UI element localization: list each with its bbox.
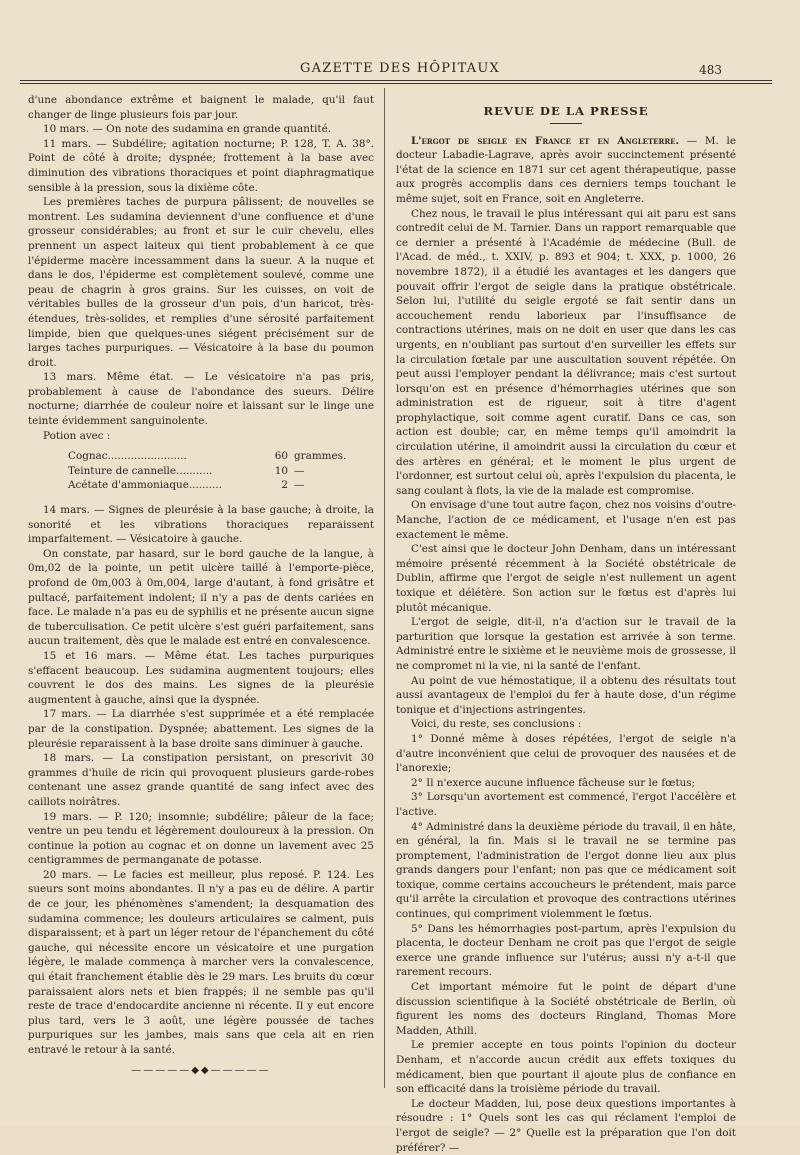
paragraph: 3° Lorsqu'un avortement est commencé, l'ergot l'accélère et l'active. bbox=[396, 791, 736, 818]
paragraph: 13 mars. Même état. — Le vésicatoire n'a pas pris, probablement à cause de l'abondance des sueurs. Délire nocturne; diarrhée de couleur noire et laissant sur le linge une teinte évidemment sanguinolente. bbox=[28, 371, 374, 428]
paragraph: 5° Dans les hémorrhagies post-partum, après l'expulsion du placenta, le docteur Denham ne croit pas que l'ergot de seigle exerce une grande influence sur l'utérus; aussi n'y a-t-il que rarement recours. bbox=[396, 922, 736, 979]
prescription-item bbox=[68, 464, 374, 479]
section-rule bbox=[550, 123, 582, 124]
paragraph: 20 mars. — Le facies est meilleur, plus reposé. P. 124. Les sueurs sont moins abondantes. Il n'y a pas eu de délire. A partir de ce jour, les phénomènes s'amendent; la desquamation des sudamina commence; les douleurs articulaires se calment, puis disparaissent; et à part un léger retour de l'épanchement du côté gauche, qui nécessite encore un vésicatoire et une purgation légère, le malade commença à marcher vers la convalescence, qui était franchement établie dès le 29 mars. Les bruits du cœur paraissaient alors nets et bien frappés; il ne semble pas qu'il reste de trace d'endocardite ancienne ni récente. Il y eut encore plus tard, vers le 3 août, une légère poussée de taches purpuriques sur les jambes, mais sans que cela ait en rien entravé le retour à la santé. bbox=[28, 868, 374, 1056]
column-separator bbox=[384, 88, 385, 1088]
paragraph: Voici, du reste, ses conclusions : bbox=[411, 718, 582, 731]
paragraph: L'ergot de seigle, dit-il, n'a d'action sur le travail de la parturition que lorsque la gestation est arrivée à son terme. Administré entre le sixième et le neuvième mois de grossesse, il ne compromet ni la vie, ni la santé de l'enfant. bbox=[396, 616, 736, 672]
paragraph: 10 mars. — On note des sudamina en grande quantité. bbox=[43, 123, 332, 136]
paragraph: 14 mars. — Signes de pleurésie à la base gauche; à droite, la sonorité et les vibrations thoraciques reparaissent imparfaitement. — Vésicatoire à gauche. bbox=[28, 504, 374, 546]
paragraph: 17 mars. — La diarrhée s'est supprimée et a été remplacée par de la constipation. Dyspnée; abattement. Les signes de la pleurésie reparaissent à la base droite sans diminuer à gauche. bbox=[28, 708, 374, 750]
prescription-name: Teinture de cannelle........... bbox=[68, 464, 213, 477]
prescription-unit: grammes. bbox=[294, 450, 347, 463]
lead-paragraph bbox=[396, 134, 736, 207]
paragraph: 4° Administré dans la deuxième période du travail, il en hâte, en général, la fin. Mais si le travail ne se termine pas promptement, l'administration de l'ergot donne lieu aux plus grands dangers pour l'enfant; non pas que ce médicament soit toxique, comme certains accoucheurs le prétendent, mais parce qu'il arrête la circulation et provoque des contractions utérines continues, qui compriment violemment le fœtus. bbox=[396, 820, 736, 921]
right-column bbox=[396, 90, 736, 1155]
prescription-unit: — bbox=[294, 479, 305, 492]
paragraph: Potion avec : bbox=[43, 429, 111, 442]
paragraph: Les premières taches de purpura pâlissent; de nouvelles se montrent. Les sudamina deviennent d'une confluence et d'une grosseur considérables; au front et sur le cuir chevelu, elles prennent un aspect laiteux qui tient probablement à ce que l'épiderme macère incessamment dans la sueur. A la nuque et dans le dos, l'épiderme est complètement soulevé, comme une peau de chagrin à gros grains. Sur les cuisses, on voit de véritables bulles de la grosseur d'un pois, d'un haricot, très-étendues, très-solides, et remplies d'une sérosité parfaitement limpide, bien que quelques-unes siégent précisément sur de larges taches purpuriques. — Vésicatoire à la base du poumon droit. bbox=[28, 196, 374, 369]
paragraph: C'est ainsi que le docteur John Denham, dans un intéressant mémoire présenté récemment à la Société obstétricale de Dublin, affirme que l'ergot de seigle n'est nullement un agent toxique et délétère. Son action sur le fœtus est d'après lui plutôt mécanique. bbox=[396, 543, 736, 614]
article-lead: L'ergot de seigle en France et en Angleterre. bbox=[411, 134, 680, 147]
prescription-list bbox=[68, 449, 374, 493]
section-title: REVUE DE LA PRESSE bbox=[483, 104, 649, 118]
end-ornament: —————◆◆————— bbox=[131, 1064, 271, 1076]
paragraph: Le premier accepte en tous points l'opinion du docteur Denham, et n'accorde aucun crédit aux effets toxiques du médicament, bien que pourtant il ajoute plus de confiance en son efficacité dans la troisième période du travail. bbox=[396, 1039, 736, 1096]
prescription-qty: 60 bbox=[274, 450, 288, 463]
paragraph: Cet important mémoire fut le point de départ d'une discussion scientifique à la Société obstétricale de Berlin, où figurent les noms des docteurs Ringland, Thomas More Madden, Athill. bbox=[396, 981, 736, 1037]
prescription-name: Acétate d'ammoniaque.......... bbox=[68, 479, 222, 492]
header-rule-bottom bbox=[20, 83, 772, 84]
paragraph: d'une abondance extrême et baignent le malade, qu'il faut changer de linge plusieurs fois par jour. bbox=[28, 94, 374, 121]
paragraph: Chez nous, le travail le plus intéressant qui ait paru est sans contredit celui de M. Tarnier. Dans un rapport remarquable que ce dernier a présenté à l'Académie de médecine (Bull. de l'Acad. de méd., t. XXIV, p. 893 et 904; t. XXX, p. 1000, 26 novembre 1872), il a étudié les avantages et les dangers que pouvait offrir l'ergot de seigle dans la pratique obstétricale. Selon lui, l'utilité du seigle ergoté se fait sentir dans un accouchement rendu laborieux par l'insuffisance de contractions utérines, mais on ne doit en user que dans les cas urgents, en n'oubliant pas surtout d'en surveiller les effets sur la circulation fœtale par une auscultation souvent répétée. On peut aussi l'employer pendant la délivrance; mais c'est surtout lorsqu'on est en présence d'hémorrhagies utérines que son administration est de rigueur, soit à titre d'agent prophylactique, soit comme agent curatif. Dans ce cas, son action est double; car, en même temps qu'il amoindrit la circulation utérine, il amoindrit aussi la circulation du cœur et des artères en général; et le moment le plus urgent de l'ordonner, est surtout celui où, après l'expulsion du placenta, le sang coulant à flots, la vie de la malade est compromise. bbox=[396, 207, 736, 497]
lead-text: — M. le docteur Labadie-Lagrave, après avoir succinctement présenté l'état de la science en 1871 sur cet agent thérapeutique, passe aux progrès accomplis dans ces derniers temps touchant le même sujet, soit en France, soit en Angleterre. bbox=[396, 134, 736, 205]
prescription-name: Cognac........................ bbox=[68, 450, 187, 463]
paragraph: 1° Donné même à doses répétées, l'ergot de seigle n'a d'autre inconvénient que celui de provoquer des nausées et de l'anorexie; bbox=[396, 732, 736, 775]
paragraph: 19 mars. — P. 120; insomnie; subdélire; pâleur de la face; ventre un peu tendu et légèrement douloureux à la pression. On continue la potion au cognac et on donne un lavement avec 25 centigrammes de permanganate de potasse. bbox=[28, 810, 374, 867]
paragraph: 11 mars. — Subdélire; agitation nocturne; P. 128, T. A. 38°. Point de côté à droite; dyspnée; frottement à la base avec diminution des vibrations thoraciques et point diaphragmatique sensible à la pression, sous la dixième côte. bbox=[28, 137, 374, 194]
prescription-qty: 2 bbox=[281, 479, 288, 492]
paragraph: Au point de vue hémostatique, il a obtenu des résultats tout aussi avantageux de l'emploi du fer à haute dose, d'un régime tonique et d'injections astringentes. bbox=[396, 674, 736, 716]
page-header-title: GAZETTE DES HÔPITAUX bbox=[300, 61, 500, 76]
page-number: 483 bbox=[699, 63, 722, 77]
paragraph: 18 mars. — La constipation persistant, on prescrivit 30 grammes d'huile de ricin qui provoquent plusieurs garde-robes contenant une assez grande quantité de sang infect avec des caillots noirâtres. bbox=[28, 752, 374, 808]
prescription-item bbox=[68, 478, 374, 493]
paragraph: On envisage d'une tout autre façon, chez nos voisins d'outre-Manche, l'action de ce médicament, et l'usage n'en est pas exactement le même. bbox=[396, 499, 736, 541]
prescription-qty: 10 bbox=[274, 464, 288, 477]
paragraph: On constate, par hasard, sur le bord gauche de la langue, à 0m,02 de la pointe, un petit ulcère taillé à l'emporte-pièce, profond de 0m,003 à 0m,004, large d'autant, à fond grisâtre et pultacé, parfaitement indolent; il n'y a pas de dents cariées en face. Le malade n'a pas eu de syphilis et ne présente aucun signe de tuberculisation. Ce petit ulcère s'est guéri parfaitement, sans aucun traitement, dès que le malade est entré en convalescence. bbox=[28, 547, 374, 648]
prescription-unit: — bbox=[294, 464, 305, 477]
prescription-item bbox=[68, 449, 374, 464]
left-column bbox=[28, 93, 374, 1078]
paragraph: 2° Il n'exerce aucune influence fâcheuse sur le fœtus; bbox=[411, 776, 696, 789]
paragraph: Le docteur Madden, lui, pose deux questions importantes à résoudre : 1° Quels sont les cas qui réclament l'emploi de l'ergot de seigle? — 2° Quelle est la préparation que l'on doit préférer? — bbox=[396, 1097, 736, 1154]
paragraph: 15 et 16 mars. — Même état. Les taches purpuriques s'effacent beaucoup. Les sudamina augmentent toujours; elles couvrent le dos des mains. Les signes de la pleurésie augmentent à gauche, ainsi que la dyspnée. bbox=[28, 649, 374, 706]
header-rule-top bbox=[20, 80, 772, 81]
